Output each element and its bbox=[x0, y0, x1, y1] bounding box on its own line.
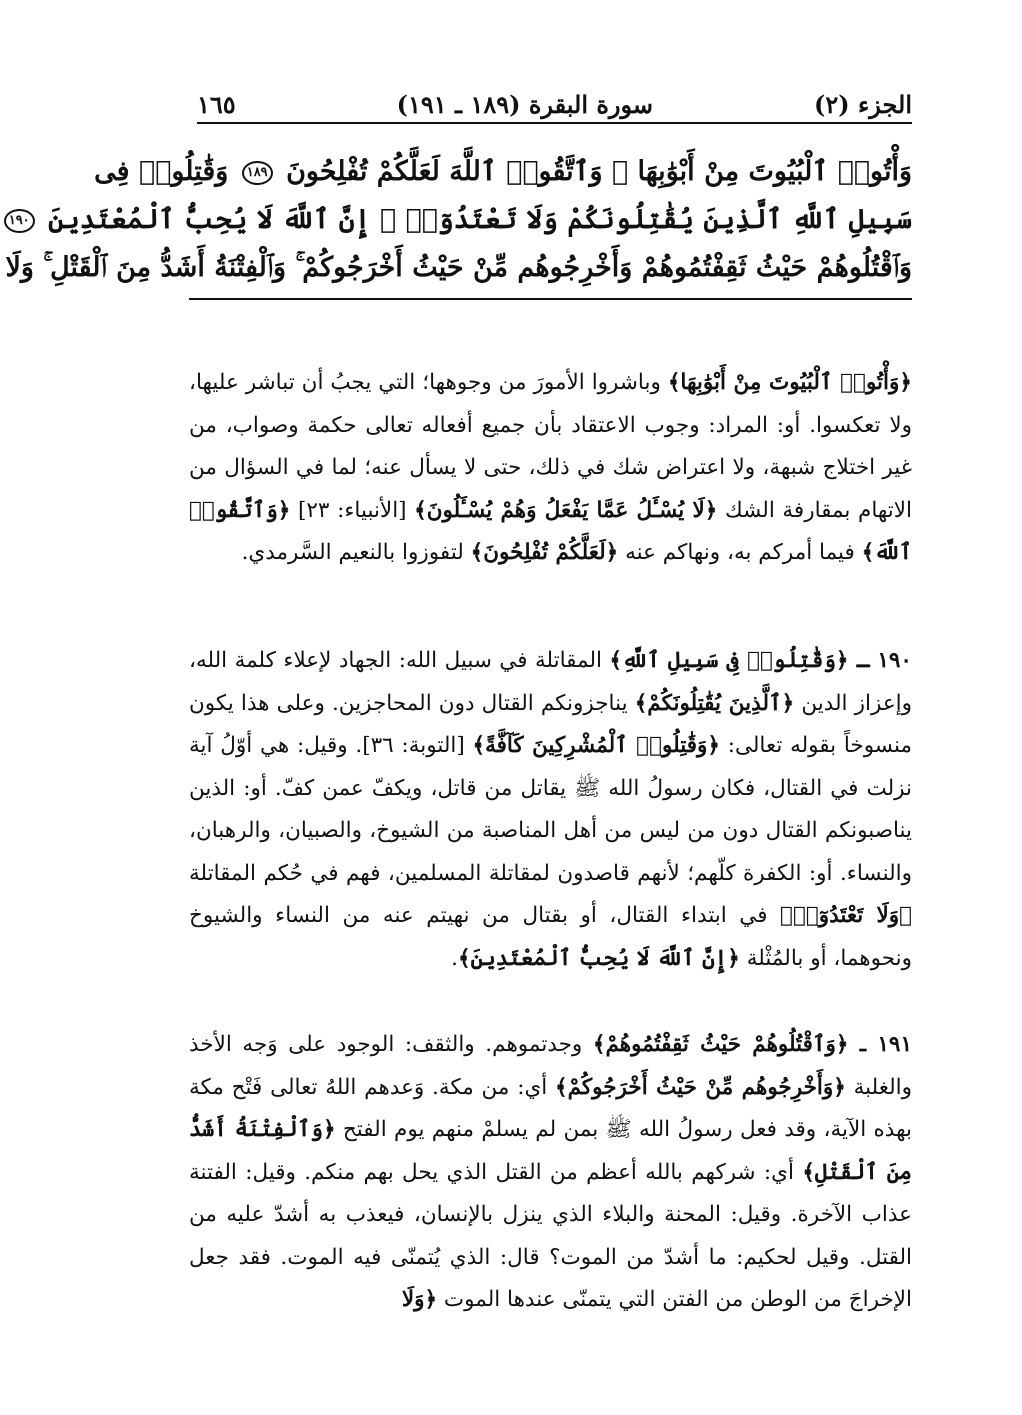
verse-line-3 bbox=[5, 244, 912, 292]
ayah-marker-189: ١٨٩ bbox=[242, 161, 273, 185]
commentary-190 bbox=[189, 640, 912, 980]
commentary-189 bbox=[189, 362, 912, 575]
commentary-paragraph bbox=[189, 1024, 912, 1322]
quran-quote: ﴿إِنَّ ٱللَّهَ لَا يُحِبُّ ٱلْمُعْتَدِينَ﴾ bbox=[457, 945, 740, 971]
commentary-text: أي: شركهم بالله أعظم من القتل الذي يحل بهم منكم. وقيل: الفتنة عذاب الآخرة. وقيل: المحنة والبلاء الذي ينزل بالإنسان، فيعذب به أشدّ عليه من القتل. وقيل لحكيم: ما أشدّ من الموت؟ قال: الذي يُتمنّى فيه الموت. فقد جعل الإخراجَ من الوطن من الفتن التي يتمنّى عندها الموت bbox=[189, 1159, 912, 1312]
quran-quote: ﴿ٱلَّذِينَ يُقَٰتِلُونَكُمْ﴾ bbox=[634, 690, 795, 716]
juz-label: الجزء (٢) bbox=[814, 89, 912, 119]
commentary-text: وباشروا الأمورَ من وجوهها؛ التي يجبُ أن تباشر عليها، ولا تعكسوا. أو: المراد: وجوب الاعتقاد بأن جميع أفعاله تعالى حكمة وصواب، من غير اختلاج شبهة، ولا اعتراض شك في ذلك، حتى لا يسأل عنه؛ لما في السؤال من الاتهام بمقارفة الشك bbox=[189, 370, 912, 523]
commentary-paragraph bbox=[189, 640, 912, 980]
commentary-text: فيما أمركم به، ونهاكم عنه bbox=[618, 540, 862, 565]
commentary-191 bbox=[189, 1024, 912, 1322]
quran-quote: ﴿وَٱلْفِتْنَةُ أَشَدُّ مِنَ ٱلْقَتْلِ﴾ bbox=[189, 1117, 912, 1185]
commentary-text: [الأنبياء: ٢٣] bbox=[290, 497, 415, 523]
quran-quote: ﴿وَلَا تَعْتَدُوٓا۟﴾ bbox=[780, 903, 913, 928]
quran-quote: ﴿وَٱتَّقُوا۟ ٱللَّهَ﴾ bbox=[189, 497, 912, 565]
verse-number: ١٩١ ـ bbox=[848, 1032, 912, 1057]
quran-verses bbox=[5, 148, 912, 292]
commentary-text: لتفوزوا بالنعيم السَّرمدي. bbox=[241, 540, 471, 565]
commentary-text: المقاتلة في سبيل الله: الجهاد لإعلاء كلمة الله، وإعزاز الدين bbox=[189, 648, 913, 716]
quran-quote: ﴿وَلَا bbox=[401, 1287, 438, 1312]
ayah-marker-190: ١٩٠ bbox=[4, 209, 35, 233]
commentary-text: . bbox=[451, 945, 458, 971]
verse-text: وَٱقْتُلُوهُمْ حَيْثُ ثَقِفْتُمُوهُمْ وَأَخْرِجُوهُم مِّنْ حَيْثُ أَخْرَجُوكُمْ ۚ وَٱلْفِتْنَةُ أَشَدُّ مِنَ ٱلْقَتْلِ ۚ وَلَا bbox=[5, 252, 912, 283]
quran-quote: ﴿وَقَٰتِلُوا۟ فِى سَبِيلِ ٱللَّهِ﴾ bbox=[609, 648, 849, 673]
verse-text: وَقَٰتِلُوا۟ فِى bbox=[94, 156, 229, 187]
surah-title: سورة البقرة (١٨٩ ـ ١٩١) bbox=[396, 89, 654, 119]
divider-line bbox=[189, 298, 912, 300]
commentary-text: وجدتموهم. والثقف: الوجود على وَجه الأخذ والغلبة bbox=[189, 1032, 912, 1100]
quran-quote: ﴿لَا يُسْـَٔلُ عَمَّا يَفْعَلُ وَهُمْ يُسْـَٔلُونَ﴾ bbox=[414, 497, 718, 523]
verse-text: سَبِيلِ ٱللَّهِ ٱلَّذِينَ يُقَٰتِلُونَكُمْ وَلَا تَعْتَدُوٓا۟ ۚ إِنَّ ٱللَّهَ لَا يُحِبُّ ٱلْمُعْتَدِينَ bbox=[48, 204, 912, 235]
quran-quote: ﴿وَأْتُوا۟ ٱلْبُيُوتَ مِنْ أَبْوَٰبِهَا﴾ bbox=[667, 370, 912, 395]
verse-line-2 bbox=[8, 196, 912, 244]
page-number: ١٦٥ bbox=[197, 89, 236, 119]
commentary-text: [التوبة: ٣٦]. وقيل: هي أوّلُ آية نزلت في القتال، فكان رسولُ الله ﷺ يقاتل من قاتل، ويكفّ عمن كفّ. أو: الذين يناصبونكم القتال دون من ليس من أهل المناصبة من الشيوخ، والصبيان، والرهبان، والنساء. أو: الكفرة كلّهم؛ لأنهم قاصدون لمقاتلة المسلمين، فهم في حُكم المقاتلة bbox=[189, 733, 912, 886]
verse-line-1 bbox=[94, 148, 912, 196]
commentary-paragraph bbox=[189, 362, 912, 575]
page-header bbox=[197, 86, 912, 124]
quran-quote: ﴿لَعَلَّكُمْ تُفْلِحُونَ﴾ bbox=[470, 540, 619, 565]
quran-quote: ﴿وَقَٰتِلُوا۟ ٱلْمُشْرِكِينَ كَآفَّةً﴾ bbox=[472, 733, 720, 758]
commentary-text: يناجزونكم القتال دون المحاجزين. وعلى هذا يكون منسوخاً بقوله تعالى: bbox=[189, 690, 912, 758]
commentary-text: أي: من مكة. وَعدهم اللهُ تعالى فَتْح مكة بهذه الآية، وقد فعل رسولُ الله ﷺ بمن لم يسلمْ منهم يوم الفتح bbox=[189, 1074, 912, 1142]
quran-quote: ﴿وَٱقْتُلُوهُمْ حَيْثُ ثَقِفْتُمُوهُمْ﴾ bbox=[592, 1032, 849, 1057]
verse-number: ١٩٠ ـ bbox=[848, 648, 912, 673]
verse-text: وَأْتُوا۟ ٱلْبُيُوتَ مِنْ أَبْوَٰبِهَا ۚ وَٱتَّقُوا۟ ٱللَّهَ لَعَلَّكُمْ تُفْلِحُونَ bbox=[286, 156, 912, 187]
commentary-text: في ابتداء القتال، أو بقتال من نهيتم عنه من النساء والشيوخ ونحوهما، أو بالمُثْلة bbox=[189, 903, 912, 971]
quran-quote: ﴿وَأَخْرِجُوهُم مِّنْ حَيْثُ أَخْرَجُوكُمْ﴾ bbox=[555, 1074, 846, 1100]
mushaf-page bbox=[5, 0, 1022, 1415]
